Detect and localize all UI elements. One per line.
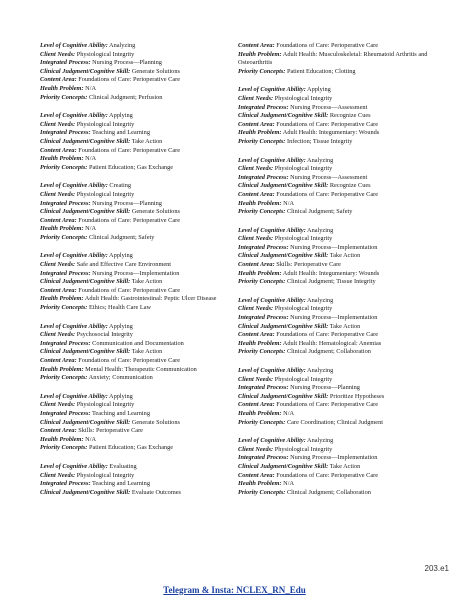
field-label: Content Area: [238, 401, 275, 409]
rationale-line [238, 182, 438, 191]
rationale-line [40, 444, 230, 453]
field-value: Recognize Cues [329, 112, 371, 120]
field-label: Health Problem: [238, 409, 282, 417]
rationale-line [40, 340, 230, 349]
field-label: Priority Concepts: [238, 208, 286, 216]
rationale-block [40, 463, 230, 497]
field-label: Integrated Process: [238, 454, 289, 462]
field-label: Priority Concepts: [40, 444, 88, 452]
field-value: Physiological Integrity [274, 94, 333, 102]
field-label: Client Needs: [238, 94, 274, 102]
rationale-line [40, 51, 230, 60]
rationale-line [40, 270, 230, 279]
rationale-block [238, 437, 438, 497]
field-value: Mental Health: Therapeutic Communication [85, 365, 197, 373]
rationale-line [40, 85, 230, 94]
rationale-line [40, 366, 230, 375]
field-value: Adult Health: Integumentary: Wounds [282, 269, 380, 277]
field-label: Health Problem: [238, 50, 282, 58]
field-label: Priority Concepts: [238, 348, 286, 356]
field-value: Patient Education; Gas Exchange [88, 163, 174, 171]
field-label: Client Needs: [238, 375, 274, 383]
field-label: Health Problem: [238, 199, 282, 207]
field-label: Level of Cognitive Ability: [238, 437, 306, 445]
field-label: Level of Cognitive Ability: [238, 86, 306, 94]
field-value: Nursing Process—Planning [290, 384, 360, 392]
field-value: Foundations of Care: Perioperative Care [276, 331, 379, 339]
field-value: Care Coordination; Clinical Judgment [286, 418, 383, 426]
field-value: Clinical Judgment; Safety [286, 208, 353, 216]
rationale-line [40, 401, 230, 410]
rationale-line [40, 348, 230, 357]
field-label: Client Needs: [40, 50, 76, 58]
rationale-line [238, 252, 438, 261]
field-label: Content Area: [40, 146, 77, 154]
rationale-line [40, 68, 230, 77]
rationale-line [238, 376, 438, 385]
field-value: N/A [283, 409, 294, 417]
field-label: Integrated Process: [238, 384, 289, 392]
field-label: Client Needs: [40, 331, 76, 339]
field-value: Skills: Perioperative Care [78, 427, 143, 435]
field-label: Content Area: [238, 42, 275, 49]
field-value: Physiological Integrity [274, 305, 333, 313]
field-value: Applying [109, 392, 133, 400]
rationale-line [40, 261, 230, 270]
field-label: Health Problem: [40, 295, 84, 303]
field-label: Priority Concepts: [238, 67, 286, 75]
field-value: Foundations of Care: Perioperative Care [276, 190, 379, 198]
field-label: Integrated Process: [40, 199, 91, 207]
rationale-block [238, 367, 438, 427]
field-label: Clinical Judgment/Cognitive Skill: [238, 462, 329, 470]
field-label: Client Needs: [40, 471, 76, 479]
field-value: Clinical Judgment; Perfusion [88, 93, 163, 101]
field-value: Foundations of Care: Perioperative Care [276, 471, 379, 479]
field-value: Physiological Integrity [76, 50, 135, 58]
rationale-line [40, 225, 230, 234]
rationale-line [238, 297, 438, 306]
field-label: Content Area: [40, 286, 77, 294]
rationale-line [238, 384, 438, 393]
rationale-line [238, 331, 438, 340]
rationale-line [238, 463, 438, 472]
field-value: Nursing Process—Assessment [290, 103, 368, 111]
rationale-block [40, 323, 230, 383]
field-label: Clinical Judgment/Cognitive Skill: [238, 322, 329, 330]
field-value: N/A [283, 480, 294, 488]
rationale-line [238, 305, 438, 314]
rationale-line [40, 112, 230, 121]
rationale-line [40, 42, 230, 51]
rationale-line [238, 410, 438, 419]
field-value: Nursing Process—Planning [92, 59, 162, 67]
footer-link[interactable]: Telegram & Insta: NCLEX_RN_Edu [163, 585, 306, 595]
rationale-line [40, 164, 230, 173]
field-value: Physiological Integrity [274, 375, 333, 383]
field-label: Integrated Process: [40, 339, 91, 347]
rationale-line [40, 234, 230, 243]
field-label: Level of Cognitive Ability: [238, 156, 306, 164]
rationale-line [40, 427, 230, 436]
field-label: Health Problem: [238, 480, 282, 488]
rationale-line [40, 436, 230, 445]
field-value: Safe and Effective Care Environment [76, 261, 172, 269]
field-label: Client Needs: [40, 261, 76, 269]
field-label: Level of Cognitive Ability: [40, 42, 108, 49]
field-value: Nursing Process—Implementation [290, 243, 378, 251]
rationale-line [238, 104, 438, 113]
field-value: N/A [85, 225, 96, 233]
rationale-line [40, 374, 230, 383]
field-value: Adult Health: Integumentary: Wounds [282, 129, 380, 137]
field-value: Ethics; Health Care Law [88, 304, 152, 312]
field-label: Integrated Process: [40, 409, 91, 417]
field-value: Infection; Tissue Integrity [286, 137, 353, 145]
field-value: Patient Education; Clotting [286, 67, 356, 75]
field-value: Foundations of Care: Perioperative Care [78, 216, 181, 224]
rationale-line [238, 489, 438, 498]
rationale-line [238, 174, 438, 183]
rationale-line [238, 138, 438, 147]
rationale-line [238, 121, 438, 130]
field-value: Applying [109, 322, 133, 330]
field-value: Analyzing [307, 437, 334, 445]
rationale-line [238, 86, 438, 95]
field-label: Client Needs: [238, 305, 274, 313]
field-label: Health Problem: [40, 365, 84, 373]
field-label: Client Needs: [40, 401, 76, 409]
field-value: Physiological Integrity [76, 471, 135, 479]
rationale-line [40, 472, 230, 481]
field-label: Health Problem: [40, 84, 84, 92]
field-label: Clinical Judgment/Cognitive Skill: [238, 182, 329, 190]
rationale-line [238, 446, 438, 455]
field-value: Analyzing [307, 226, 334, 234]
rationale-line [238, 51, 438, 68]
field-value: Foundations of Care: Perioperative Care [276, 120, 379, 128]
rationale-line [40, 287, 230, 296]
field-value: Clinical Judgment; Collaboration [286, 348, 371, 356]
field-value: Analyzing [307, 296, 334, 304]
rationale-line [40, 147, 230, 156]
field-label: Clinical Judgment/Cognitive Skill: [40, 137, 131, 145]
field-value: Foundations of Care: Perioperative Care [78, 76, 181, 84]
field-label: Health Problem: [238, 129, 282, 137]
rationale-block [238, 42, 438, 76]
rationale-block [238, 86, 438, 146]
field-label: Client Needs: [238, 165, 274, 173]
field-label: Clinical Judgment/Cognitive Skill: [40, 208, 131, 216]
rationale-block [40, 112, 230, 172]
rationale-line [238, 157, 438, 166]
field-value: Physiological Integrity [76, 120, 135, 128]
field-label: Content Area: [238, 120, 275, 128]
rationale-line [40, 217, 230, 226]
field-value: Clinical Judgment; Safety [88, 233, 155, 241]
field-value: Clinical Judgment; Tissue Integrity [286, 278, 376, 286]
rationale-block [238, 297, 438, 357]
rationale-line [238, 472, 438, 481]
field-value: Communication and Documentation [92, 339, 184, 347]
rationale-line [238, 235, 438, 244]
field-label: Content Area: [238, 190, 275, 198]
rationale-line [238, 314, 438, 323]
field-value: Physiological Integrity [76, 401, 135, 409]
rationale-line [40, 489, 230, 498]
rationale-line [238, 95, 438, 104]
rationale-line [238, 42, 438, 51]
field-value: Take Action [131, 348, 163, 356]
rationale-line [238, 401, 438, 410]
field-label: Integrated Process: [238, 173, 289, 181]
field-value: Take Action [329, 322, 361, 330]
rationale-line [40, 393, 230, 402]
rationale-line [40, 295, 230, 304]
field-value: Teaching and Learning [92, 129, 150, 137]
field-value: Physiological Integrity [274, 445, 333, 453]
field-value: Generate Solutions [131, 418, 180, 426]
field-value: Take Action [131, 137, 163, 145]
field-label: Priority Concepts: [40, 163, 88, 171]
field-value: N/A [283, 199, 294, 207]
field-label: Level of Cognitive Ability: [238, 367, 306, 374]
field-value: Psychosocial Integrity [76, 331, 133, 339]
field-value: Skills: Perioperative Care [276, 261, 341, 269]
field-value: Recognize Cues [329, 182, 371, 190]
field-value: Analyzing [307, 367, 334, 374]
rationale-line [40, 463, 230, 472]
field-value: Nursing Process—Implementation [92, 269, 180, 277]
rationale-line [238, 112, 438, 121]
field-value: Adult Health: Hematological: Anemias [282, 339, 382, 347]
field-label: Priority Concepts: [238, 418, 286, 426]
rationale-line [238, 480, 438, 489]
field-label: Priority Concepts: [238, 488, 286, 496]
field-label: Level of Cognitive Ability: [40, 182, 108, 190]
field-label: Level of Cognitive Ability: [40, 252, 108, 260]
rationale-block [40, 393, 230, 453]
rationale-line [238, 165, 438, 174]
left-column [40, 42, 230, 507]
field-label: Priority Concepts: [40, 93, 88, 101]
field-label: Content Area: [238, 471, 275, 479]
field-value: Adult Health: Gastrointestinal: Peptic Ulcer Disease [84, 295, 217, 303]
field-value: Generate Solutions [131, 67, 180, 75]
rationale-line [40, 410, 230, 419]
field-value: Nursing Process—Planning [92, 199, 162, 207]
field-label: Priority Concepts: [238, 278, 286, 286]
field-value: Foundations of Care: Perioperative Care [276, 42, 379, 49]
field-label: Clinical Judgment/Cognitive Skill: [40, 418, 131, 426]
field-label: Priority Concepts: [40, 233, 88, 241]
field-label: Integrated Process: [238, 243, 289, 251]
field-label: Content Area: [40, 76, 77, 84]
field-label: Clinical Judgment/Cognitive Skill: [238, 112, 329, 120]
rationale-line [40, 121, 230, 130]
field-label: Content Area: [40, 216, 77, 224]
field-value: Anxiety; Communication [88, 374, 153, 382]
field-label: Integrated Process: [40, 129, 91, 137]
field-value: Adult Health: Musculoskeletal: Rheumatoid Arthritis and Osteoarthritis [238, 50, 428, 67]
field-value: Evaluating [109, 462, 137, 470]
field-value: Patient Education; Gas Exchange [88, 444, 174, 452]
rationale-line [238, 261, 438, 270]
field-value: Analyzing [307, 156, 334, 164]
field-value: Nursing Process—Implementation [290, 314, 378, 322]
field-label: Integrated Process: [238, 314, 289, 322]
rationale-line [40, 419, 230, 428]
field-label: Level of Cognitive Ability: [238, 226, 306, 234]
rationale-line [238, 191, 438, 200]
field-label: Level of Cognitive Ability: [40, 322, 108, 330]
rationale-line [40, 323, 230, 332]
field-value: N/A [85, 155, 96, 163]
rationale-line [40, 155, 230, 164]
field-label: Level of Cognitive Ability: [40, 112, 108, 120]
rationale-line [238, 278, 438, 287]
rationale-line [238, 419, 438, 428]
rationale-line [238, 270, 438, 279]
rationale-line [238, 348, 438, 357]
field-value: Foundations of Care: Perioperative Care [78, 146, 181, 154]
rationale-line [238, 200, 438, 209]
field-label: Clinical Judgment/Cognitive Skill: [40, 488, 131, 496]
rationale-block [40, 42, 230, 102]
rationale-line [40, 357, 230, 366]
field-label: Priority Concepts: [238, 137, 286, 145]
field-value: Prioritize Hypotheses [329, 392, 385, 400]
field-label: Health Problem: [238, 269, 282, 277]
field-label: Health Problem: [40, 435, 84, 443]
field-value: Foundations of Care: Perioperative Care [78, 286, 181, 294]
field-value: Take Action [329, 462, 361, 470]
rationale-line [238, 68, 438, 77]
field-label: Level of Cognitive Ability: [40, 462, 108, 470]
field-label: Level of Cognitive Ability: [238, 296, 306, 304]
field-label: Integrated Process: [238, 103, 289, 111]
field-label: Health Problem: [238, 339, 282, 347]
rationale-line [40, 208, 230, 217]
rationale-line [40, 252, 230, 261]
field-value: Clinical Judgment; Collaboration [286, 488, 371, 496]
field-label: Clinical Judgment/Cognitive Skill: [40, 348, 131, 356]
field-value: Analyzing [109, 42, 136, 49]
field-value: N/A [85, 435, 96, 443]
rationale-block [238, 227, 438, 287]
page-number: 203.e1 [424, 564, 449, 573]
field-label: Integrated Process: [40, 59, 91, 67]
field-label: Clinical Judgment/Cognitive Skill: [40, 278, 131, 286]
rationale-line [238, 454, 438, 463]
field-label: Clinical Judgment/Cognitive Skill: [238, 252, 329, 260]
field-label: Client Needs: [238, 235, 274, 243]
field-label: Clinical Judgment/Cognitive Skill: [238, 392, 329, 400]
rationale-line [238, 367, 438, 376]
field-label: Content Area: [40, 357, 77, 364]
rationale-line [40, 191, 230, 200]
field-value: Teaching and Learning [92, 480, 150, 488]
rationale-line [238, 208, 438, 217]
field-value: Applying [109, 252, 133, 260]
rationale-line [238, 437, 438, 446]
field-label: Content Area: [40, 427, 77, 435]
field-label: Health Problem: [40, 225, 84, 233]
field-label: Integrated Process: [40, 480, 91, 488]
field-label: Clinical Judgment/Cognitive Skill: [40, 67, 131, 75]
field-value: Take Action [131, 278, 163, 286]
field-value: Nursing Process—Assessment [290, 173, 368, 181]
field-label: Content Area: [238, 261, 275, 269]
field-label: Priority Concepts: [40, 374, 88, 382]
field-value: Physiological Integrity [76, 190, 135, 198]
rationale-line [238, 244, 438, 253]
rationale-line [40, 94, 230, 103]
field-value: Teaching and Learning [92, 409, 150, 417]
rationale-line [40, 480, 230, 489]
field-value: Applying [109, 112, 133, 120]
field-label: Integrated Process: [40, 269, 91, 277]
rationale-line [40, 331, 230, 340]
rationale-line [40, 138, 230, 147]
field-label: Health Problem: [40, 155, 84, 163]
rationale-line [40, 304, 230, 313]
field-value: Physiological Integrity [274, 165, 333, 173]
field-value: Take Action [329, 252, 361, 260]
rationale-line [238, 340, 438, 349]
rationale-line [238, 129, 438, 138]
field-value: Physiological Integrity [274, 235, 333, 243]
field-value: Nursing Process—Implementation [290, 454, 378, 462]
rationale-line [40, 182, 230, 191]
rationale-line [40, 59, 230, 68]
field-value: Foundations of Care: Perioperative Care [276, 401, 379, 409]
rationale-block [40, 252, 230, 312]
rationale-line [238, 323, 438, 332]
rationale-line [238, 393, 438, 402]
field-value: Creating [109, 182, 132, 190]
rationale-block [40, 182, 230, 242]
field-value: Applying [307, 86, 331, 94]
rationale-line [40, 200, 230, 209]
field-value: Foundations of Care: Perioperative Care [78, 357, 181, 364]
field-value: Generate Solutions [131, 208, 180, 216]
rationale-block [238, 157, 438, 217]
rationale-line [238, 227, 438, 236]
rationale-line [40, 278, 230, 287]
field-value: N/A [85, 84, 96, 92]
field-label: Client Needs: [40, 190, 76, 198]
field-label: Client Needs: [40, 120, 76, 128]
field-label: Level of Cognitive Ability: [40, 392, 108, 400]
rationale-line [40, 129, 230, 138]
field-label: Client Needs: [238, 445, 274, 453]
field-value: Evaluate Outcomes [131, 488, 181, 496]
right-column [238, 42, 438, 507]
field-label: Content Area: [238, 331, 275, 339]
rationale-line [40, 76, 230, 85]
field-label: Priority Concepts: [40, 304, 88, 312]
